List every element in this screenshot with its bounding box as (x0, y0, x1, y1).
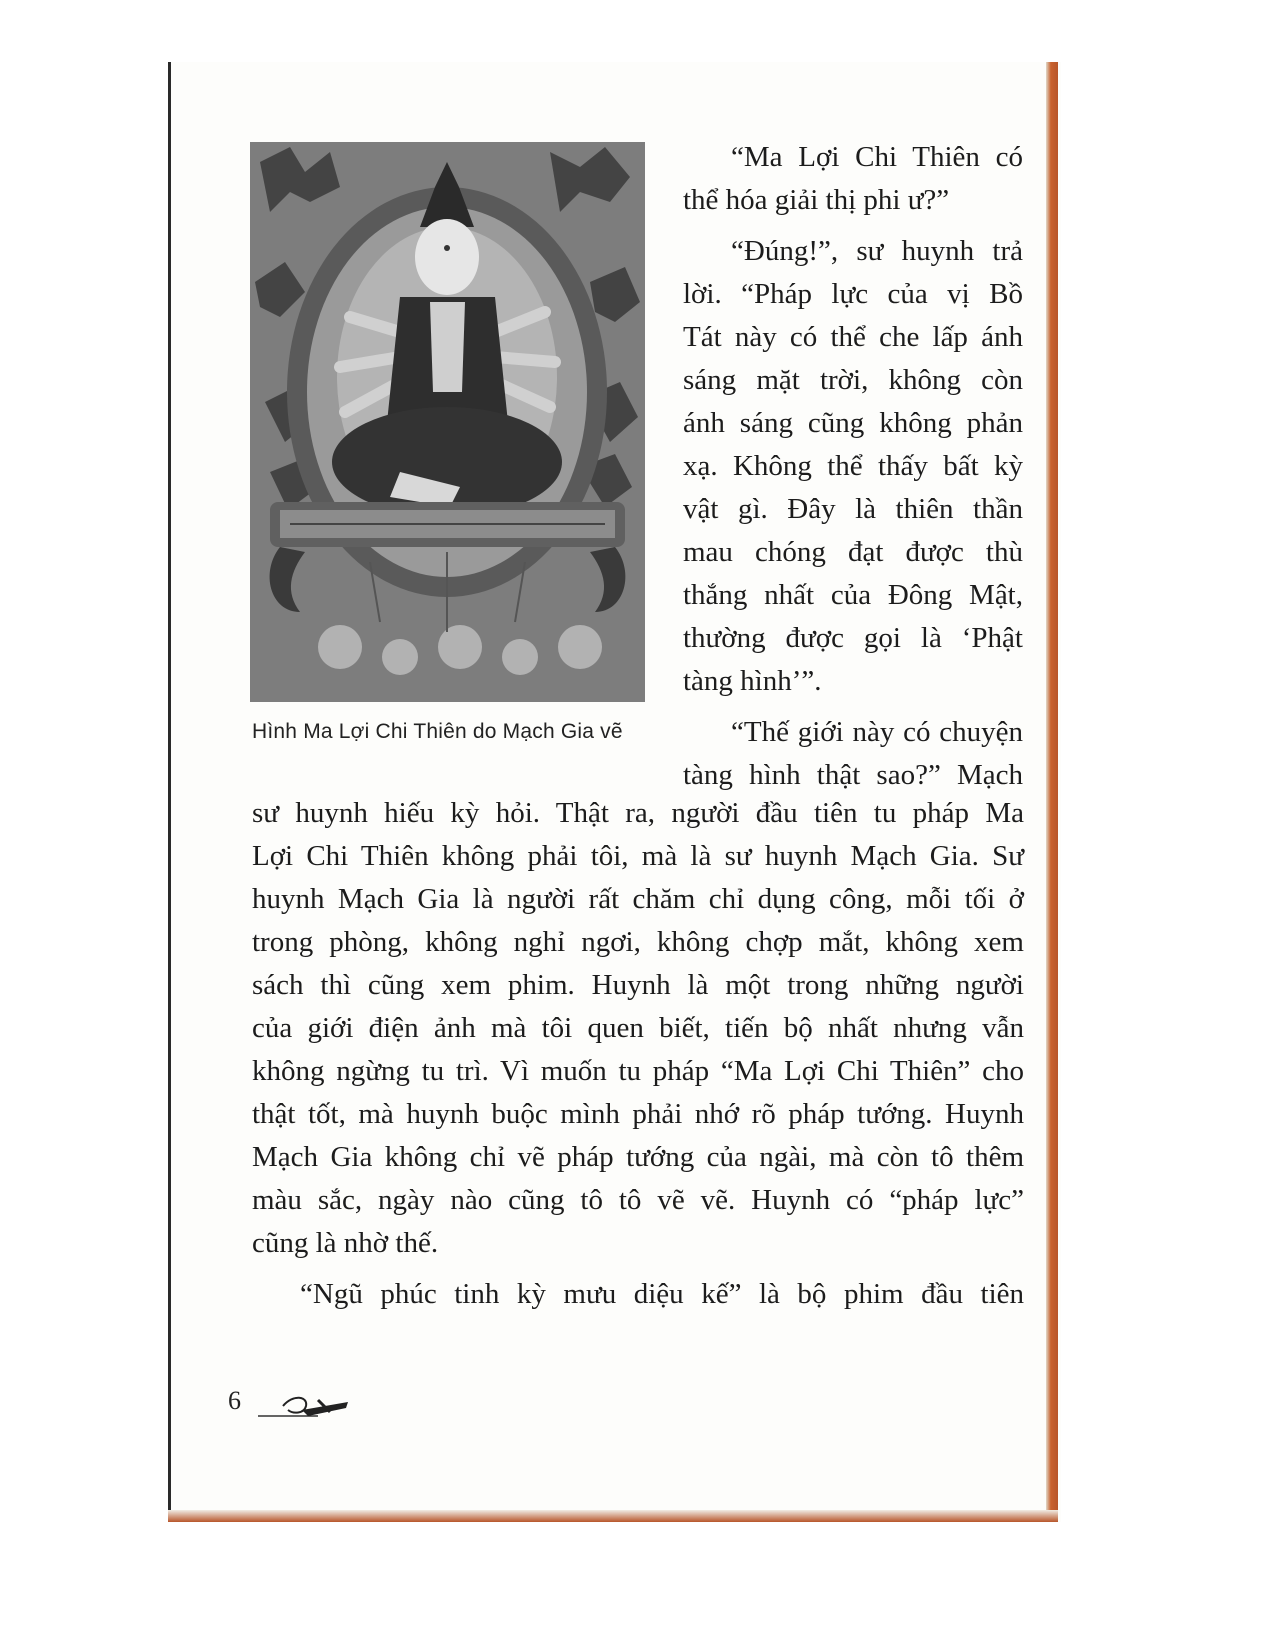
text-line: xạ. Không thể thấy bất kỳ (683, 450, 1023, 482)
text-line: thể hóa giải thị phi ư?” (683, 184, 950, 216)
text-line: của giới điện ảnh mà tôi quen biết, tiến bộ nhất nhưng vẫn (252, 1012, 1024, 1044)
text-line: “Đúng!”, sư huynh trả (731, 235, 1023, 267)
brush-ornament-icon (258, 1384, 358, 1424)
text-line: Lợi Chi Thiên không phải tôi, mà là sư huynh Mạch Gia. Sư (252, 840, 1024, 872)
text-line: thắng nhất của Đông Mật, (683, 579, 1023, 611)
text-line: “Thế giới này có chuyện (731, 716, 1023, 748)
text-line: “Ma Lợi Chi Thiên có (731, 141, 1023, 173)
page-number: 6 (228, 1386, 241, 1415)
marici-painting-image (250, 142, 645, 702)
text-line: Tát này có thể che lấp ánh (683, 321, 1023, 353)
deity-illustration (250, 142, 645, 702)
body-text (252, 792, 1024, 1316)
text-line: không ngừng tu trì. Vì muốn tu pháp “Ma Lợi Chi Thiên” cho (252, 1055, 1024, 1087)
right-column-text (683, 136, 1023, 797)
page-ornament (258, 1384, 358, 1429)
book-edge-right (1046, 62, 1058, 1522)
text-line: mau chóng đạt được thù (683, 536, 1023, 568)
text-line: màu sắc, ngày nào cũng tô tô vẽ vẽ. Huynh có “pháp lực” (252, 1184, 1024, 1216)
book-edge-bottom (168, 1510, 1058, 1522)
text-line: lời. “Pháp lực của vị Bồ (683, 278, 1023, 310)
figure-caption: Hình Ma Lợi Chi Thiên do Mạch Gia vẽ (252, 720, 623, 743)
text-line: tàng hình’”. (683, 665, 822, 697)
text-line: Mạch Gia không chỉ vẽ pháp tướng của ngài, mà còn tô thêm (252, 1141, 1024, 1173)
text-line: sách thì cũng xem phim. Huynh là một trong những người (252, 969, 1024, 1001)
text-line: vật gì. Đây là thiên thần (683, 493, 1023, 525)
text-line: thật tốt, mà huynh buộc mình phải nhớ rõ pháp tướng. Huynh (252, 1098, 1024, 1130)
text-line: ánh sáng cũng không phản (683, 407, 1023, 439)
text-line: cũng là nhờ thế. (252, 1227, 439, 1259)
text-line: thường được gọi là ‘Phật (683, 622, 1023, 654)
text-line: “Ngũ phúc tinh kỳ mưu diệu kế” là bộ phim đầu tiên (300, 1278, 1024, 1310)
text-line: sư huynh hiếu kỳ hỏi. Thật ra, người đầu tiên tu pháp Ma (252, 797, 1024, 829)
text-line: trong phòng, không nghỉ ngơi, không chợp mắt, không xem (252, 926, 1024, 958)
text-line: tàng hình thật sao?” Mạch (683, 759, 1023, 791)
text-line: sáng mặt trời, không còn (683, 364, 1023, 396)
text-line: huynh Mạch Gia là người rất chăm chỉ dụng công, mỗi tối ở (252, 883, 1024, 915)
